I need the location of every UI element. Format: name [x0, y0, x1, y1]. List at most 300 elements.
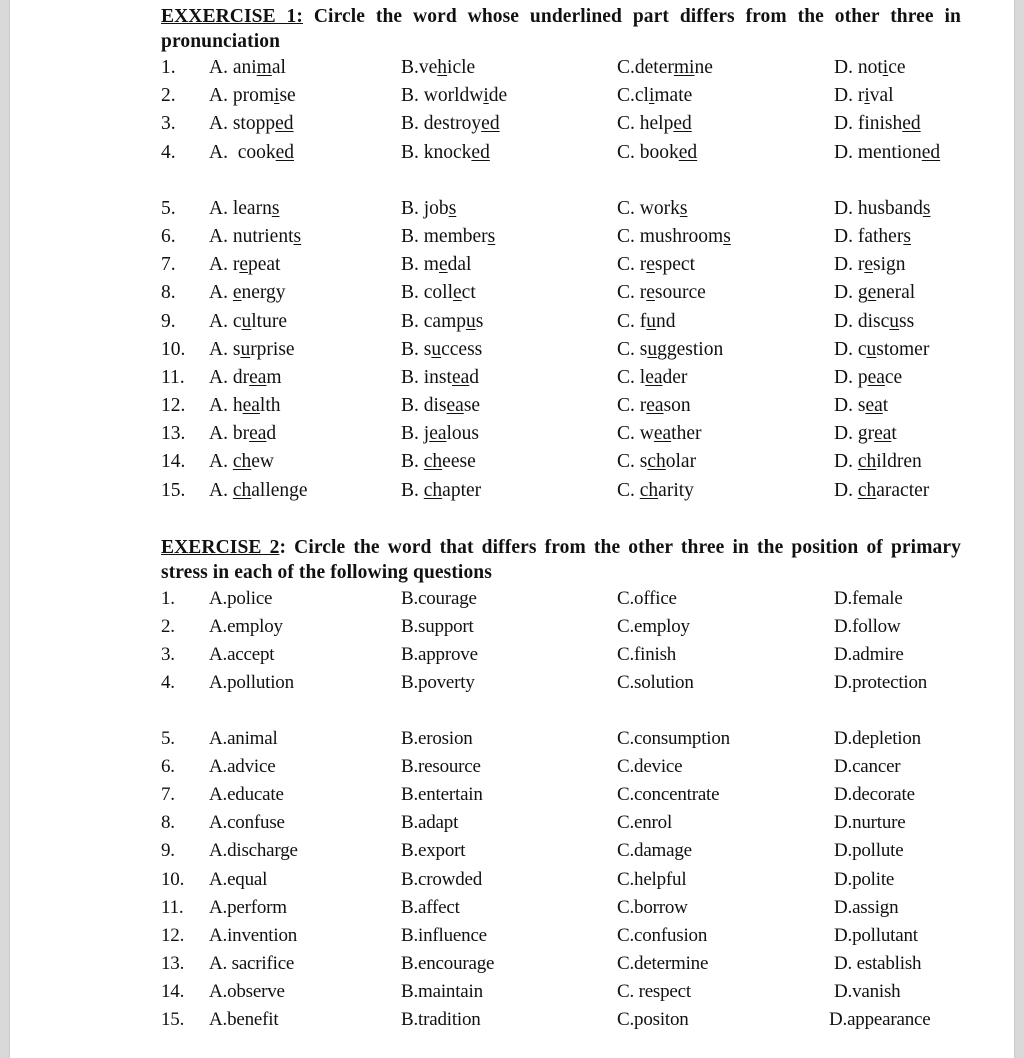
exercise-1-heading [161, 4, 961, 54]
answer-option-b[interactable]: B.support [401, 616, 474, 637]
option-letter: B. [401, 310, 419, 332]
answer-option-d[interactable]: D.female [834, 587, 903, 609]
answer-option-b[interactable] [401, 223, 495, 251]
option-word-end: aracter [876, 479, 930, 501]
question-number: 1. [161, 57, 176, 78]
option-word-end: stomer [876, 338, 930, 360]
option-letter: B. [401, 282, 419, 304]
option-word-end: t [891, 423, 897, 445]
exercise-2-group-2 [161, 725, 961, 1035]
question-row [161, 139, 961, 167]
option-letter: C. [617, 113, 635, 135]
answer-option-d[interactable]: D.protection [834, 672, 928, 694]
underlined-part: s [922, 197, 931, 219]
question-number: 15. [161, 479, 186, 501]
underlined-part: ed [673, 113, 692, 135]
question-row [161, 837, 961, 865]
underlined-part: ea [429, 423, 447, 445]
answer-option-b[interactable]: B.tradition [401, 1009, 481, 1031]
question-number: 6. [161, 755, 175, 777]
option-letter: D. [834, 254, 853, 276]
answer-option-a[interactable] [209, 477, 308, 505]
answer-option-a[interactable] [209, 223, 301, 251]
option-word-start: gr [852, 423, 875, 445]
option-letter: A. [209, 423, 228, 445]
option-word-end: sign [873, 254, 906, 276]
underlined-part: e [438, 254, 448, 276]
underlined-part: ch [232, 451, 252, 473]
exercise-2-heading [161, 535, 961, 585]
answer-option-b[interactable] [401, 364, 479, 392]
option-word-start: husband [852, 197, 923, 219]
answer-option-c[interactable] [617, 139, 697, 167]
answer-option-c[interactable] [617, 420, 702, 448]
answer-option-c[interactable] [617, 392, 691, 420]
option-word-start: disc [852, 310, 890, 332]
question-row [161, 894, 961, 922]
question-row [161, 922, 961, 950]
underlined-part: ea [242, 395, 260, 417]
question-row [161, 978, 961, 1006]
underlined-part: ea [249, 423, 267, 445]
answer-option-d[interactable] [834, 223, 911, 251]
answer-option-a[interactable]: A.police [209, 587, 273, 609]
answer-option-d[interactable]: D.nurture [834, 812, 906, 834]
answer-option-a[interactable]: A. sacrifice [209, 953, 295, 975]
question-row [161, 1006, 961, 1034]
answer-option-a[interactable] [209, 54, 286, 82]
answer-option-d[interactable] [834, 110, 921, 138]
question-number: 12. [161, 924, 185, 946]
option-word-end: ct [461, 282, 476, 304]
question-number: 14. [161, 981, 185, 1003]
answer-option-a[interactable] [209, 336, 295, 364]
answer-option-a[interactable]: A.employ [209, 616, 283, 637]
question-number: 8. [161, 812, 175, 834]
option-word-start: m [418, 254, 439, 276]
answer-option-a[interactable]: A.perform [209, 896, 287, 918]
answer-option-b[interactable] [401, 110, 500, 138]
question-row [161, 613, 961, 641]
answer-option-b[interactable] [401, 54, 475, 82]
option-letter: A. [209, 395, 228, 417]
question-number: 3. [161, 644, 175, 666]
answer-option-d[interactable]: D.depletion [834, 727, 921, 749]
underlined-part: ed [921, 141, 941, 163]
answer-option-d[interactable] [834, 477, 929, 505]
answer-option-b[interactable] [401, 139, 490, 167]
option-letter: D. [834, 113, 853, 135]
underlined-part: s [487, 225, 496, 247]
answer-option-a[interactable] [209, 82, 296, 110]
underlined-part: ed [275, 141, 295, 163]
option-word-start: c [227, 310, 242, 332]
answer-option-a[interactable]: A.equal [209, 868, 268, 890]
option-letter: A. [209, 85, 228, 107]
question-row [161, 195, 961, 223]
answer-option-a[interactable] [209, 420, 276, 448]
answer-option-b[interactable]: B.crowded [401, 868, 483, 890]
option-letter: D. [834, 366, 853, 388]
answer-option-c[interactable]: C.employ [617, 616, 690, 637]
question-row [161, 54, 961, 82]
option-word-end: se [463, 395, 481, 417]
option-word-start: camp [418, 310, 466, 332]
underlined-part: i [274, 85, 280, 107]
answer-option-c[interactable] [617, 195, 687, 223]
option-letter: C. [617, 282, 635, 304]
option-word-start: worldw [418, 85, 484, 107]
underlined-part: ea [645, 366, 663, 388]
answer-option-d[interactable]: D.assign [834, 896, 899, 918]
option-letter: A. [209, 479, 228, 501]
option-letter: A. [209, 57, 228, 78]
option-letter: B. [401, 254, 419, 276]
answer-option-d[interactable]: D.follow [834, 616, 901, 637]
answer-option-a[interactable]: A.animal [209, 727, 278, 749]
answer-option-d[interactable]: D.pollute [834, 840, 904, 862]
option-word-start: work [634, 197, 680, 219]
answer-option-a[interactable]: A.confuse [209, 812, 285, 834]
option-letter: C. [617, 366, 635, 388]
option-word-end: d [266, 423, 277, 445]
answer-option-a[interactable]: A.discharge [209, 840, 298, 862]
option-word-end: s [475, 310, 484, 332]
underlined-part: s [448, 197, 457, 219]
option-letter: B. [401, 423, 419, 445]
underlined-part: e [646, 282, 655, 304]
answer-option-a[interactable] [209, 110, 294, 138]
option-word-end: source [654, 282, 706, 304]
question-number: 14. [161, 451, 186, 473]
answer-option-d[interactable]: D.admire [834, 644, 904, 666]
option-word-start: s [634, 451, 648, 473]
option-word-end: se [279, 85, 296, 107]
option-word-end: arity [658, 479, 694, 501]
answer-option-c[interactable]: C.finish [617, 644, 677, 666]
answer-option-c[interactable]: C.enrol [617, 812, 673, 834]
answer-option-a[interactable] [209, 308, 287, 336]
underlined-part: u [647, 338, 658, 360]
option-letter: B. [401, 395, 419, 417]
underlined-part: i [648, 85, 655, 107]
option-word-start: deter [634, 57, 674, 78]
underlined-part: s [271, 197, 280, 219]
answer-option-a[interactable] [209, 251, 280, 279]
answer-option-a[interactable]: A.observe [209, 981, 285, 1003]
answer-option-b[interactable] [401, 279, 476, 307]
option-word-start: destroy [418, 113, 482, 135]
underlined-part: m [256, 57, 272, 78]
answer-option-d[interactable]: D.pollutant [834, 924, 918, 946]
answer-option-a[interactable]: A.educate [209, 783, 284, 805]
spacer [161, 505, 961, 535]
option-letter: B. [401, 366, 419, 388]
option-word-start: cook [227, 141, 276, 163]
option-letter: B. [401, 479, 419, 501]
underlined-part: u [466, 310, 476, 332]
option-letter: C. [617, 57, 635, 78]
question-number: 6. [161, 225, 176, 247]
underlined-part: ed [678, 141, 698, 163]
option-letter: B. [401, 57, 419, 78]
answer-option-b[interactable] [401, 308, 483, 336]
answer-option-b[interactable]: B.influence [401, 924, 487, 946]
answer-option-c[interactable] [617, 364, 687, 392]
option-word-end: ne [694, 57, 713, 78]
option-word-end: son [663, 395, 691, 417]
answer-option-a[interactable] [209, 392, 281, 420]
option-word-end: ew [251, 451, 274, 473]
answer-option-b[interactable]: B.affect [401, 896, 460, 918]
option-word-start: s [418, 338, 432, 360]
answer-option-b[interactable] [401, 82, 507, 110]
answer-option-d[interactable] [834, 420, 897, 448]
option-word-end: mate [654, 85, 693, 107]
answer-option-c[interactable]: C.consumption [617, 727, 730, 749]
question-number: 13. [161, 423, 186, 445]
option-letter: C. [617, 451, 635, 473]
answer-option-c[interactable]: C.positon [617, 1009, 689, 1031]
question-row [161, 308, 961, 336]
exercise-2-title: EXERCISE 2 [161, 536, 280, 558]
answer-option-d[interactable] [834, 195, 930, 223]
answer-option-b[interactable] [401, 336, 482, 364]
underlined-part: ea [867, 366, 885, 388]
option-word-start: nutrient [227, 225, 294, 247]
answer-option-a[interactable] [209, 279, 286, 307]
option-word-end: nd [656, 310, 676, 332]
answer-option-c[interactable] [617, 336, 723, 364]
question-row [161, 725, 961, 753]
question-number: 7. [161, 783, 175, 805]
answer-option-d[interactable] [834, 279, 915, 307]
answer-option-d[interactable]: D.vanish [834, 981, 901, 1003]
option-word-start: ve [418, 57, 438, 78]
exercise-1-instruction: Circle the word whose underlined part differs from the other three in pronunciation [161, 6, 961, 52]
document-body [161, 4, 961, 1035]
answer-option-b[interactable]: B.courage [401, 587, 477, 609]
question-row [161, 392, 961, 420]
option-letter: D. [834, 451, 853, 473]
answer-option-a[interactable]: A.invention [209, 924, 298, 946]
option-letter: D. [834, 338, 853, 360]
option-letter: D. [834, 395, 853, 417]
option-letter: D. [834, 423, 853, 445]
option-word-start: s [227, 338, 241, 360]
answer-option-d[interactable]: D.polite [834, 868, 895, 890]
question-number: 4. [161, 141, 176, 163]
answer-option-d[interactable]: D.appearance [829, 1009, 931, 1031]
option-word-start: stopp [227, 113, 276, 135]
answer-option-a[interactable] [209, 195, 279, 223]
underlined-part: i [882, 57, 889, 78]
underlined-part: s [679, 197, 688, 219]
option-word-start: mention [852, 141, 922, 163]
question-number: 9. [161, 310, 176, 332]
option-word-end: lous [446, 423, 480, 445]
answer-option-b[interactable]: B.adapt [401, 812, 459, 834]
underlined-part: s [903, 225, 911, 247]
option-word-start: f [634, 310, 647, 332]
answer-option-d[interactable]: D.cancer [834, 755, 901, 777]
answer-option-b[interactable]: B.entertain [401, 783, 483, 805]
answer-option-d[interactable] [834, 139, 940, 167]
option-word-start: p [852, 366, 868, 388]
question-row [161, 82, 961, 110]
option-letter: D. [834, 197, 853, 219]
answer-option-c[interactable]: C.borrow [617, 896, 688, 918]
answer-option-d[interactable] [834, 392, 888, 420]
answer-option-b[interactable] [401, 448, 476, 476]
answer-option-c[interactable] [617, 448, 696, 476]
answer-option-c[interactable] [617, 110, 692, 138]
answer-option-c[interactable]: C.device [617, 755, 683, 777]
answer-option-b[interactable]: B.erosion [401, 727, 473, 749]
answer-option-c[interactable] [617, 82, 692, 110]
option-word-end: ildren [876, 451, 922, 473]
option-word-end: rprise [250, 338, 295, 360]
option-word-start: r [852, 254, 865, 276]
option-word-start: mushroom [634, 225, 724, 247]
underlined-part: u [240, 338, 251, 360]
answer-option-a[interactable]: A.advice [209, 755, 276, 777]
option-letter: A. [209, 338, 228, 360]
underlined-part: e [867, 282, 877, 304]
answer-option-c[interactable] [617, 308, 676, 336]
option-word-start: prom [227, 85, 275, 107]
option-word-start: help [634, 113, 674, 135]
option-word-start: r [852, 85, 865, 107]
answer-option-d[interactable] [834, 54, 906, 82]
answer-option-b[interactable]: B.resource [401, 755, 481, 777]
option-word-start: finish [852, 113, 903, 135]
answer-option-d[interactable] [834, 336, 929, 364]
answer-option-a[interactable] [209, 448, 274, 476]
underlined-part: ed [902, 113, 921, 135]
answer-option-c[interactable]: C.damage [617, 840, 692, 862]
underlined-part: u [431, 338, 442, 360]
option-letter: C. [617, 141, 635, 163]
option-word-start: coll [418, 282, 454, 304]
answer-option-b[interactable] [401, 477, 481, 505]
option-word-end: allenge [251, 479, 308, 501]
question-number: 2. [161, 616, 175, 637]
question-number: 11. [161, 366, 185, 388]
underlined-part: ch [423, 451, 443, 473]
option-word-end: de [488, 85, 508, 107]
answer-option-c[interactable] [617, 477, 694, 505]
question-row [161, 420, 961, 448]
answer-option-a[interactable] [209, 139, 294, 167]
question-row [161, 809, 961, 837]
answer-option-b[interactable] [401, 392, 480, 420]
answer-option-c[interactable]: C.office [617, 587, 677, 609]
answer-option-b[interactable]: B.maintain [401, 981, 483, 1003]
answer-option-d[interactable] [834, 448, 922, 476]
answer-option-a[interactable]: A.pollution [209, 672, 294, 694]
answer-option-a[interactable]: A.benefit [209, 1009, 279, 1031]
option-word-end: spect [654, 254, 695, 276]
answer-option-c[interactable]: C. respect [617, 981, 691, 1003]
option-letter: C. [617, 85, 635, 107]
option-word-start: g [852, 282, 868, 304]
answer-option-c[interactable]: C.determine [617, 953, 709, 975]
answer-option-b[interactable]: B.export [401, 840, 466, 862]
exercise-1-group-1 [161, 54, 961, 167]
option-word-start: w [634, 423, 654, 445]
option-word-start: not [852, 57, 883, 78]
answer-option-c[interactable]: C.helpful [617, 868, 687, 890]
underlined-part: ch [857, 451, 877, 473]
answer-option-b[interactable] [401, 251, 471, 279]
option-word-end: m [266, 366, 282, 388]
question-row [161, 251, 961, 279]
question-number: 1. [161, 587, 175, 609]
option-word-start: r [227, 254, 240, 276]
option-word-end: neral [876, 282, 916, 304]
option-letter: B. [401, 85, 419, 107]
answer-option-d[interactable] [834, 364, 902, 392]
exercise-2-instruction: : Circle the word that differs from the other three in the position of primary stress in each of the following questions [161, 536, 961, 583]
underlined-part: ch [857, 479, 877, 501]
answer-option-d[interactable] [834, 251, 906, 279]
question-number: 15. [161, 1009, 185, 1031]
answer-option-c[interactable]: C.solution [617, 672, 694, 694]
answer-option-b[interactable]: B.encourage [401, 953, 495, 975]
underlined-part: e [239, 254, 248, 276]
answer-option-b[interactable]: B.approve [401, 644, 478, 666]
answer-option-a[interactable]: A.accept [209, 644, 275, 666]
question-number: 4. [161, 672, 175, 694]
answer-option-c[interactable] [617, 279, 706, 307]
option-word-start: job [418, 197, 449, 219]
option-letter: B. [401, 451, 419, 473]
answer-option-d[interactable] [834, 308, 914, 336]
question-number: 7. [161, 254, 176, 276]
answer-option-b[interactable] [401, 195, 456, 223]
option-letter: C. [617, 423, 635, 445]
option-letter: B. [401, 113, 419, 135]
spacer [161, 698, 961, 725]
question-number: 8. [161, 282, 176, 304]
answer-option-d[interactable]: D.decorate [834, 783, 915, 805]
answer-option-c[interactable] [617, 223, 731, 251]
answer-option-a[interactable] [209, 364, 282, 392]
underlined-part: ea [451, 366, 470, 388]
option-letter: D. [834, 282, 853, 304]
answer-option-c[interactable] [617, 251, 695, 279]
answer-option-b[interactable]: B.poverty [401, 672, 475, 694]
answer-option-d[interactable] [834, 82, 894, 110]
underlined-part: u [241, 310, 252, 332]
underlined-part: ch [647, 451, 666, 473]
answer-option-d[interactable]: D. establish [834, 953, 922, 975]
answer-option-c[interactable]: C.concentrate [617, 783, 720, 805]
answer-option-c[interactable]: C.confusion [617, 924, 708, 946]
answer-option-c[interactable] [617, 54, 713, 82]
question-number: 13. [161, 953, 185, 975]
underlined-part: u [646, 310, 657, 332]
option-letter: A. [209, 282, 228, 304]
option-word-end: eese [442, 451, 476, 473]
option-letter: A. [209, 141, 228, 163]
option-letter: A. [209, 366, 228, 388]
option-word-start: c [852, 338, 867, 360]
answer-option-b[interactable] [401, 420, 479, 448]
option-word-start: ani [227, 57, 257, 78]
underlined-part: s [723, 225, 731, 247]
